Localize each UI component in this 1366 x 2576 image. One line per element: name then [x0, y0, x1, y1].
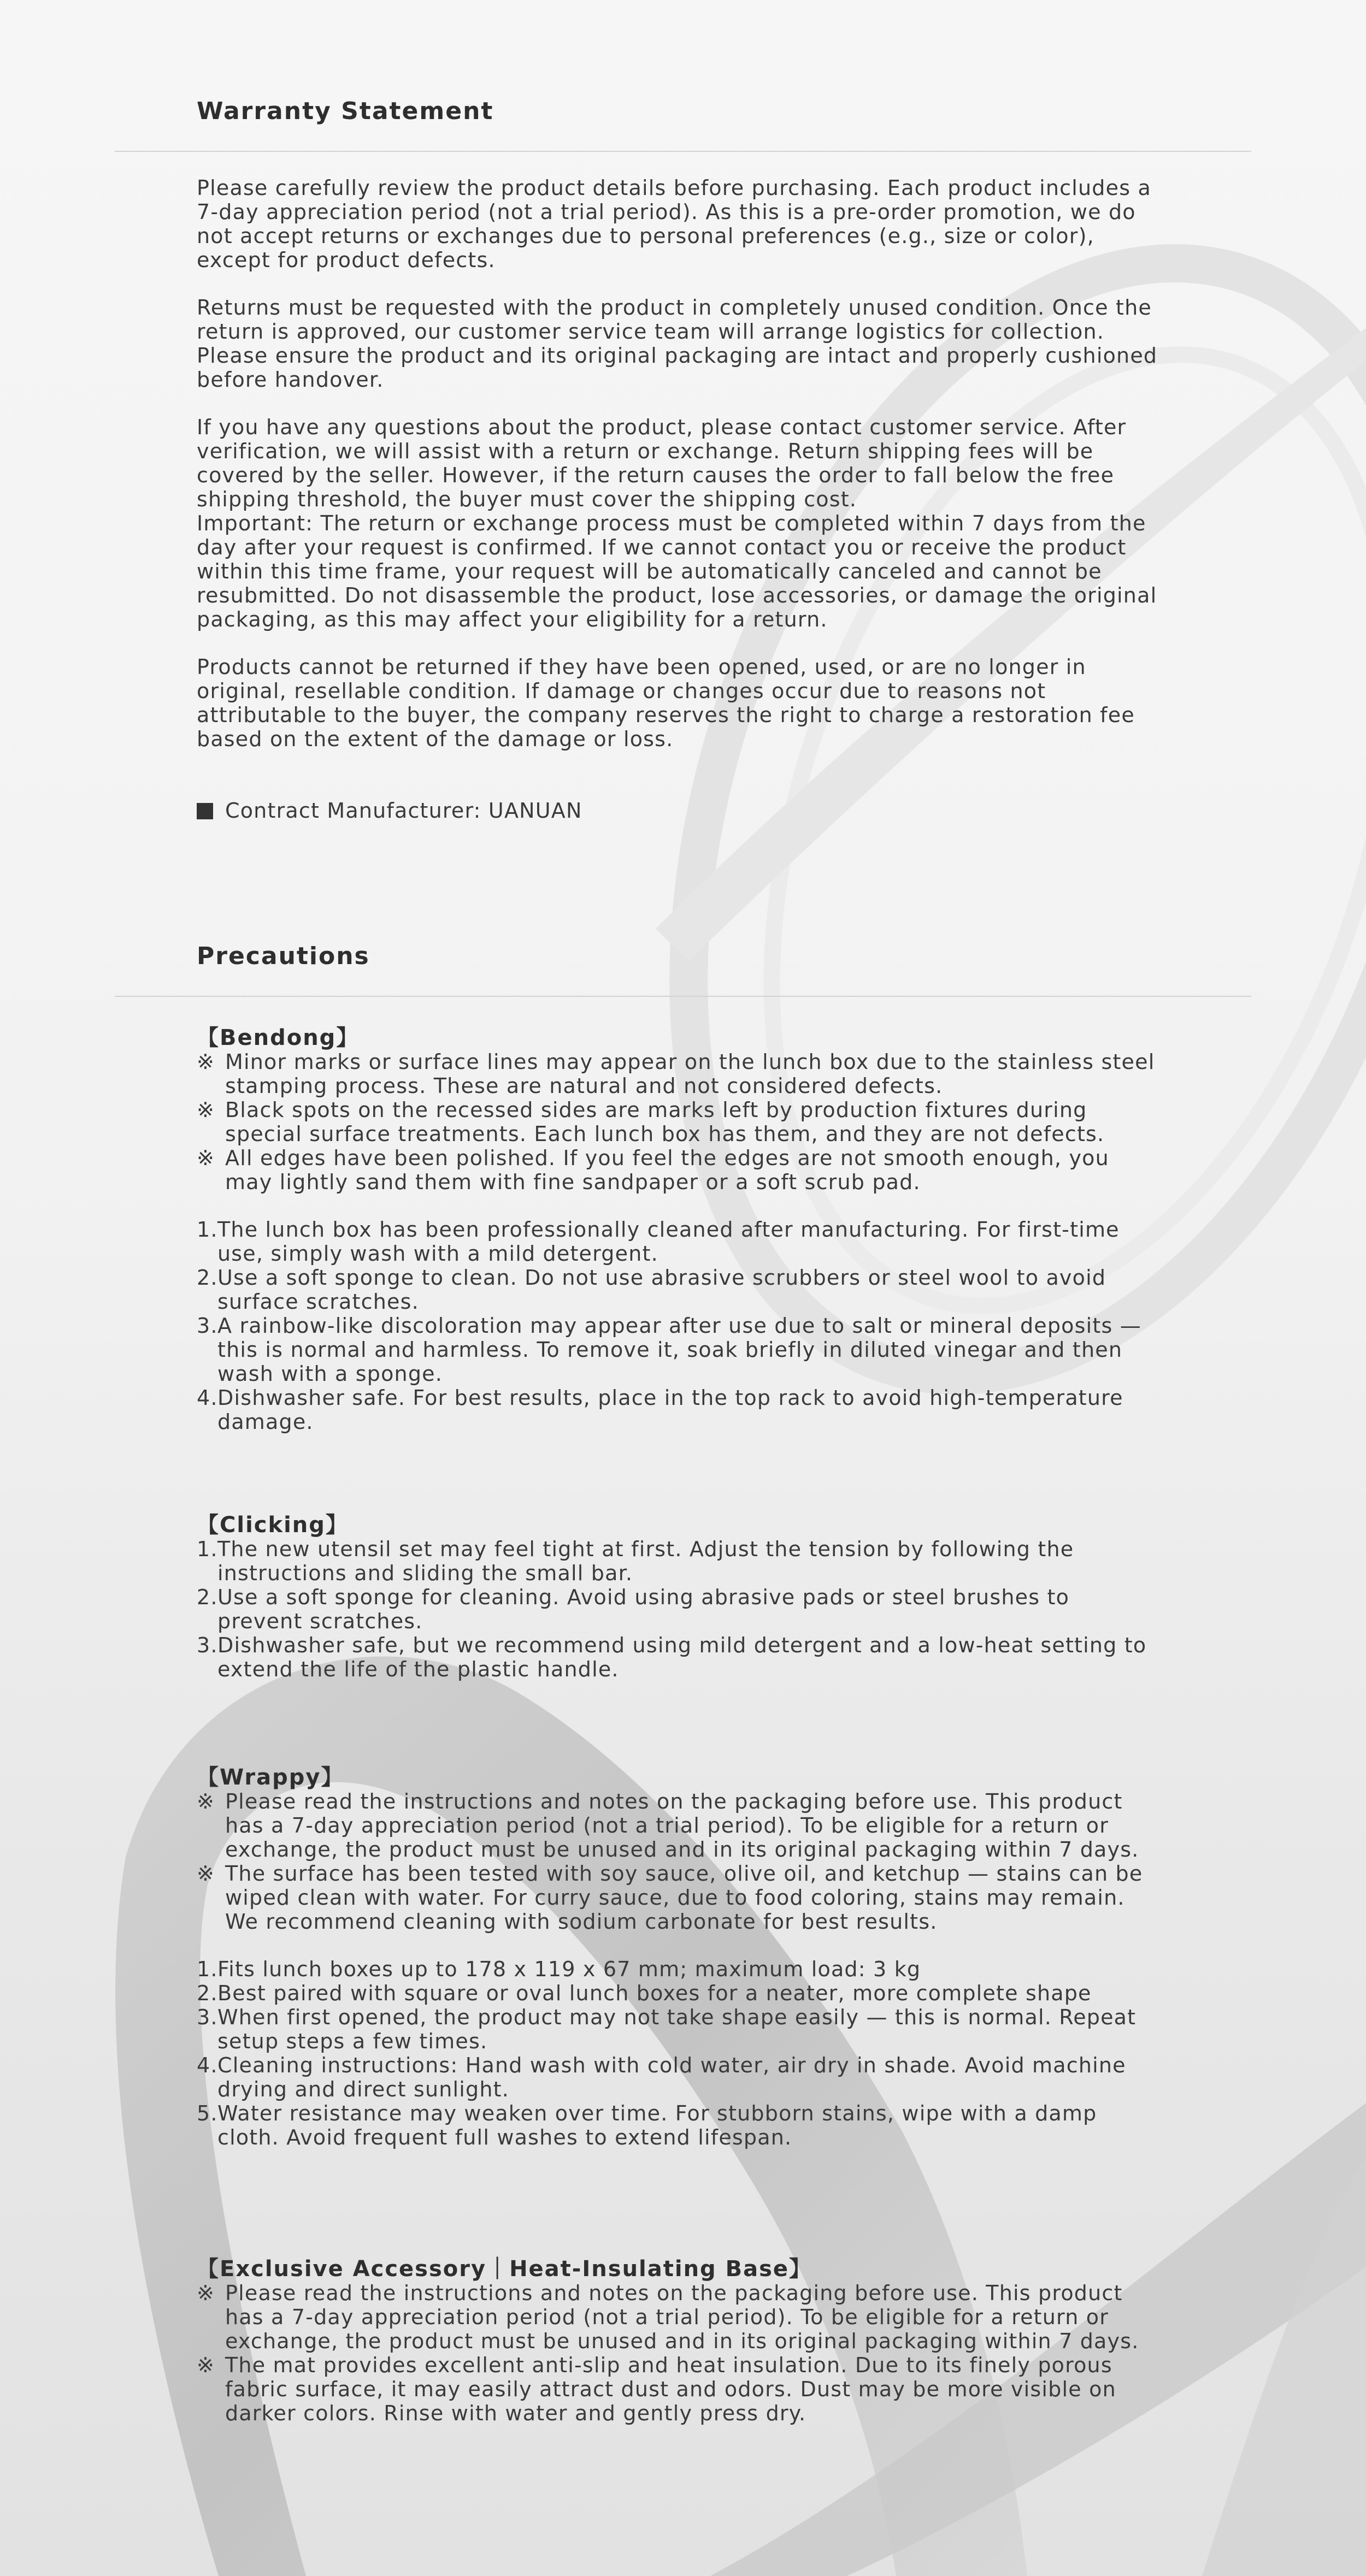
step-item: 3. When first opened, the product may not take shape easily — this is normal. Repeat setup steps a few times. [197, 2005, 1137, 2053]
note-item: ※ Please read the instructions and notes on the packaging before use. This product has a 7-day appreciation period (not a trial period). To be eligible for a return or exchange, the product must be unused and in its original packaging within 7 days. [197, 1789, 1139, 1862]
warranty-divider [115, 151, 1251, 152]
reference-mark-icon: ※ [197, 1098, 215, 1122]
step-item: 4. Dishwasher safe. For best results, place in the top rack to avoid high-temperature damage. [197, 1386, 1123, 1434]
reference-mark-icon: ※ [197, 1862, 215, 1886]
note-item: ※ The mat provides excellent anti-slip and heat insulation. Due to its finely porous fabric surface, it may easily attract dust and odors. Dust may be more visible on darker colors. Rinse with water and gently press dry. [197, 2353, 1116, 2425]
clicking-section [197, 1513, 1158, 1681]
step-item: 4. Cleaning instructions: Hand wash with cold water, air dry in shade. Avoid machine drying and direct sunlight. [197, 2053, 1126, 2101]
step-item: 1. The new utensil set may feel tight at first. Adjust the tension by following the instructions and sliding the small bar. [197, 1537, 1074, 1585]
precautions-divider [115, 996, 1251, 997]
reference-mark-icon: ※ [197, 2281, 215, 2305]
warranty-title: Warranty Statement [197, 97, 494, 125]
reference-mark-icon: ※ [197, 1050, 215, 1074]
warranty-paragraph-4: Important: The return or exchange process must be completed within 7 days from the day after your request is confirmed. If we cannot contact you or receive the product within this time frame, your request will be automatically canceled and cannot be resubmitted. Do not disassemble the product, lose accessories, or damage the original packaging, as this may affect your eligibility for a return. [197, 511, 1157, 631]
accessory-section [197, 2257, 1158, 2425]
warranty-paragraph-5: Products cannot be returned if they have been opened, used, or are no longer in original, resellable condition. If damage or changes occur due to reasons not attributable to the buyer, the company reserves the right to charge a restoration fee based on the extent of the damage or loss. [197, 655, 1135, 751]
clicking-heading: 【Clicking】 [197, 1512, 349, 1538]
warranty-body [197, 176, 1158, 751]
reference-mark-icon: ※ [197, 2353, 215, 2377]
warranty-paragraph-2: Returns must be requested with the product in completely unused condition. Once the return is approved, our customer service team will arrange logistics for collection. Please ensure the product and its original packaging are intact and properly cushioned before handover. [197, 296, 1158, 392]
step-item: 2. Use a soft sponge for cleaning. Avoid using abrasive pads or steel brushes to prevent scratches. [197, 1585, 1070, 1633]
note-item: ※ All edges have been polished. If you feel the edges are not smooth enough, you may lightly sand them with fine sandpaper or a soft scrub pad. [197, 1146, 1109, 1194]
note-item: ※ Please read the instructions and notes on the packaging before use. This product has a 7-day appreciation period (not a trial period). To be eligible for a return or exchange, the product must be unused and in its original packaging within 7 days. [197, 2281, 1139, 2353]
note-item: ※ The surface has been tested with soy sauce, olive oil, and ketchup — stains can be wiped clean with water. For curry sauce, due to food coloring, stains may remain. We recommend cleaning with sodium carbonate for best results. [197, 1862, 1143, 1934]
warranty-paragraph-3: If you have any questions about the product, please contact customer service. After verification, we will assist with a return or exchange. Return shipping fees will be covered by the seller. However, if the return causes the order to fall below the free shipping threshold, the buyer must cover the shipping cost. [197, 415, 1127, 511]
wrappy-section [197, 1765, 1158, 2149]
accessory-heading: 【Exclusive Accessory｜Heat-Insulating Base】 [197, 2256, 812, 2282]
step-item: 3. Dishwasher safe, but we recommend using mild detergent and a low-heat setting to extend the life of the plastic handle. [197, 1633, 1147, 1681]
note-item: ※ Black spots on the recessed sides are marks left by production fixtures during special surface treatments. Each lunch box has them, and they are not defects. [197, 1098, 1105, 1146]
precautions-title: Precautions [197, 942, 370, 970]
step-item: 2. Use a soft sponge to clean. Do not use abrasive scrubbers or steel wool to avoid surface scratches. [197, 1266, 1106, 1314]
step-item: 1. Fits lunch boxes up to 178 x 119 x 67 mm; maximum load: 3 kg [197, 1957, 921, 1981]
reference-mark-icon: ※ [197, 1146, 215, 1170]
manufacturer-line [197, 799, 1158, 823]
wrappy-heading: 【Wrappy】 [197, 1765, 344, 1790]
warranty-paragraph-1: Please carefully review the product details before purchasing. Each product includes a 7-day appreciation period (not a trial period). As this is a pre-order promotion, we do not accept returns or exchanges due to personal preferences (e.g., size or color), except for product defects. [197, 176, 1151, 272]
bendong-heading: 【Bendong】 [197, 1025, 360, 1050]
step-item: 3. A rainbow-like discoloration may appear after use due to salt or mineral deposits — this is normal and harmless. To remove it, soak briefly in diluted vinegar and then wash with a sponge. [197, 1314, 1141, 1386]
manufacturer-text: Contract Manufacturer: UANUAN [225, 799, 582, 823]
step-item: 5. Water resistance may weaken over time. For stubborn stains, wipe with a damp cloth. Avoid frequent full washes to extend lifespan. [197, 2101, 1097, 2149]
bendong-section [197, 1026, 1158, 1434]
square-bullet-icon [197, 803, 213, 819]
note-item: ※ Minor marks or surface lines may appear on the lunch box due to the stainless steel stamping process. These are natural and not considered defects. [197, 1050, 1155, 1098]
reference-mark-icon: ※ [197, 1789, 215, 1813]
step-item: 1. The lunch box has been professionally cleaned after manufacturing. For first-time use, simply wash with a mild detergent. [197, 1218, 1120, 1266]
step-item: 2. Best paired with square or oval lunch boxes for a neater, more complete shape [197, 1981, 1092, 2005]
